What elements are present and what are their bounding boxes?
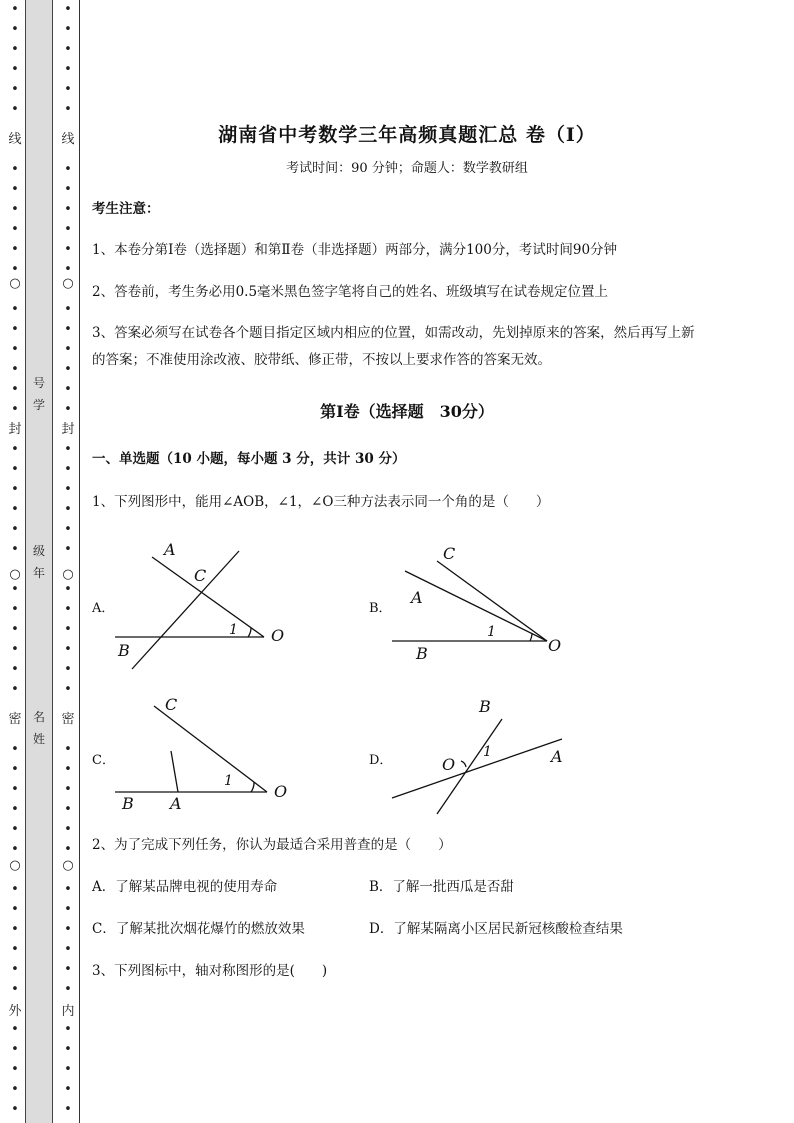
angle-arc [248,628,251,637]
binding-dot: • [11,742,19,757]
q1-option-c-label[interactable]: C． [92,753,115,768]
binding-mark-circle: ○ [62,858,74,873]
binding-dot: • [11,222,19,237]
binding-dot: • [64,1022,72,1037]
angle-arc [530,633,532,641]
binding-dot: • [64,482,72,497]
binding-dot: • [11,82,19,97]
binding-dot: • [11,482,19,497]
binding-dot: • [11,1022,19,1037]
binding-mark-circle: ○ [9,858,21,873]
binding-dot: • [64,922,72,937]
binding-dot: • [64,962,72,977]
ray-oc [154,706,267,792]
binding-dot: • [11,2,19,17]
binding-dot: • [64,542,72,557]
binding-mark-mi: 密 [61,712,75,727]
binding-dot: • [11,242,19,257]
binding-dot: • [64,342,72,357]
binding-dot: • [11,842,19,857]
label-b: B [416,644,428,663]
label-1: 1 [487,624,496,640]
label-o: O [548,636,562,655]
binding-dot: • [11,382,19,397]
ray-oa [152,557,264,637]
binding-dot: • [11,42,19,57]
label-o: O [274,782,288,801]
notice-heading: 考生注意： [92,201,160,217]
binding-dot: • [64,242,72,257]
binding-dot: • [64,102,72,117]
binding-dot: • [64,62,72,77]
binding-dot: • [11,882,19,897]
binding-mark-xian: 线 [8,132,22,147]
binding-line [79,0,80,1123]
binding-dot: • [11,322,19,337]
q2-option-c[interactable]: C．了解某批次烟花爆竹的燃放效果 [92,921,305,937]
binding-dot: • [11,502,19,517]
binding-mark-circle: ○ [62,567,74,582]
part-heading: 一、单选题（10 小题，每小题 3 分，共计 30 分） [92,451,406,467]
binding-dot: • [11,782,19,797]
q1-option-a-figure[interactable] [92,535,302,675]
binding-dot: • [64,982,72,997]
binding-dot: • [64,1102,72,1117]
binding-dot: • [64,2,72,17]
label-c: C [165,695,178,714]
binding-dot: • [64,522,72,537]
binding-dot: • [64,842,72,857]
binding-dot: • [11,1042,19,1057]
binding-dots-right [61,0,75,1123]
q1-option-b-label[interactable]: B． [369,601,392,616]
notice-item-2: 2、答卷前，考生务必用0.5毫米黑色签字笔将自己的姓名、班级填写在试卷规定位置上 [92,284,609,300]
binding-dot: • [11,582,19,597]
label-o: O [271,626,285,645]
binding-dot: • [64,822,72,837]
binding-dot: • [64,462,72,477]
label-c: C [194,566,207,585]
notice-item-3-cont: 的答案；不准使用涂改液、胶带纸、修正带，不按以上要求作答的答案无效。 [92,352,551,368]
binding-dot: • [11,922,19,937]
label-1: 1 [229,622,238,638]
q1-option-d-label[interactable]: D． [369,753,393,768]
label-a: A [164,540,176,559]
binding-mark-wai: 外 [8,1004,22,1019]
binding-dot: • [64,402,72,417]
label-b: B [479,697,491,716]
binding-dot: • [11,22,19,37]
binding-dot: • [11,1062,19,1077]
binding-dot: • [11,762,19,777]
binding-dot: • [64,1082,72,1097]
page-title: 湖南省中考数学三年高频真题汇总 卷（Ⅰ） [218,124,596,146]
transversal-line [132,551,239,669]
binding-dot: • [11,1102,19,1117]
grade-label: 级 年 [32,544,45,580]
binding-dot: • [64,622,72,637]
label-b: B [122,794,134,813]
binding-dot: • [64,782,72,797]
binding-dot: • [64,442,72,457]
binding-dot: • [11,522,19,537]
q2-option-d[interactable]: D．了解某隔离小区居民新冠核酸检查结果 [369,921,623,937]
binding-dot: • [11,602,19,617]
binding-dot: • [11,622,19,637]
label-c: C [443,544,456,563]
binding-dot: • [64,742,72,757]
binding-dot: • [11,362,19,377]
binding-dot: • [11,642,19,657]
label-1: 1 [224,773,233,789]
binding-dot: • [11,302,19,317]
binding-dot: • [64,82,72,97]
label-o: O [442,755,456,774]
binding-dot: • [64,302,72,317]
binding-dot: • [64,682,72,697]
binding-dot: • [64,322,72,337]
binding-dot: • [64,262,72,277]
binding-dot: • [11,62,19,77]
q1-option-a-label[interactable]: A． [92,601,115,616]
binding-dot: • [11,542,19,557]
notice-item-1: 1、本卷分第Ⅰ卷（选择题）和第Ⅱ卷（非选择题）两部分，满分100分，考试时间90分钟 [92,242,618,258]
binding-dot: • [11,822,19,837]
binding-dot: • [11,982,19,997]
q2-option-b[interactable]: B．了解一批西瓜是否甜 [369,879,514,895]
binding-dot: • [64,762,72,777]
ray-oa [405,571,547,641]
binding-dot: • [11,662,19,677]
binding-dot: • [11,942,19,957]
binding-mark-xian: 线 [61,132,75,147]
binding-dot: • [11,262,19,277]
q2-option-a[interactable]: A．了解某品牌电视的使用寿命 [92,879,278,895]
binding-dot: • [64,42,72,57]
binding-dot: • [64,902,72,917]
segment-a [171,751,178,792]
binding-dot: • [64,222,72,237]
binding-dot: • [11,962,19,977]
binding-dot: • [64,502,72,517]
exam-info: 考试时间：90 分钟；命题人：数学教研组 [286,161,528,176]
binding-dots-left [8,0,22,1123]
name-label: 名 姓 [32,710,45,746]
question-3-stem: 3、下列图标中，轴对称图形的是( ) [92,963,328,979]
question-2-stem: 2、为了完成下列任务，你认为最适合采用普查的是（ ） [92,837,452,853]
binding-dot: • [11,402,19,417]
binding-dot: • [64,642,72,657]
binding-mark-mi: 密 [8,712,22,727]
binding-dot: • [64,942,72,957]
q1-option-c-figure[interactable] [92,690,302,820]
binding-dot: • [64,662,72,677]
binding-dot: • [64,1042,72,1057]
student-number-label: 号 学 [32,376,45,412]
binding-mark-feng: 封 [61,422,75,437]
binding-dot: • [64,162,72,177]
binding-dot: • [64,382,72,397]
binding-dot: • [11,902,19,917]
binding-dot: • [64,182,72,197]
binding-dot: • [64,582,72,597]
binding-dot: • [64,882,72,897]
binding-dot: • [11,462,19,477]
line-oa [392,739,562,798]
binding-dot: • [64,1062,72,1077]
binding-mark-circle: ○ [62,276,74,291]
q1-option-b-figure[interactable] [387,535,597,675]
binding-dot: • [64,802,72,817]
question-1-stem: 1、下列图形中，能用∠AOB，∠1，∠O三种方法表示同一个角的是（ ） [92,494,550,510]
label-b: B [118,641,130,660]
binding-dot: • [64,602,72,617]
binding-dot: • [64,202,72,217]
binding-dot: • [11,802,19,817]
binding-dot: • [11,342,19,357]
label-a: A [411,588,423,607]
binding-mark-nei: 内 [61,1004,75,1019]
angle-arc [251,782,254,792]
binding-dot: • [11,442,19,457]
binding-mark-circle: ○ [9,276,21,291]
label-a: A [551,747,563,766]
binding-mark-circle: ○ [9,567,21,582]
label-1: 1 [483,744,492,760]
section-title: 第Ⅰ卷（选择题 30分） [320,402,494,421]
binding-dot: • [11,1082,19,1097]
binding-dot: • [64,362,72,377]
notice-item-3: 3、答案必须写在试卷各个题目指定区域内相应的位置，如需改动，先划掉原来的答案，然后再写上新 [92,325,695,341]
binding-dot: • [11,202,19,217]
binding-mark-feng: 封 [8,422,22,437]
angle-arc [461,761,466,767]
label-a: A [170,794,182,813]
binding-dot: • [11,182,19,197]
binding-dot: • [11,162,19,177]
binding-dot: • [64,22,72,37]
binding-dot: • [11,682,19,697]
q1-option-d-figure[interactable] [387,690,597,820]
binding-dot: • [11,102,19,117]
